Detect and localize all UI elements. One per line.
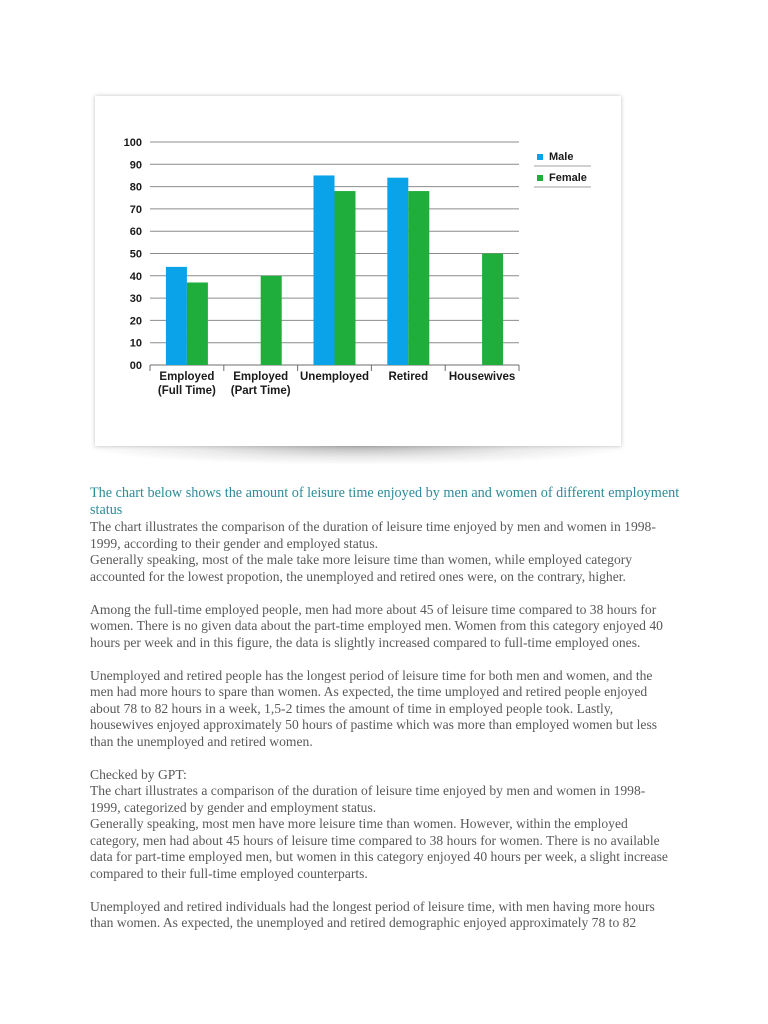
legend-swatch-female <box>537 175 543 181</box>
legend-label: Female <box>549 172 587 184</box>
bar-male <box>387 178 408 365</box>
article-heading: The chart below shows the amount of leisure time enjoyed by men and women of different employment status <box>90 485 680 518</box>
legend-swatch-male <box>537 154 543 160</box>
x-tick-label: Employed <box>159 371 215 383</box>
article-paragraph-1: The chart illustrates the comparison of the duration of leisure time enjoyed by men and women in 1998- 1999, according to their gender and employed status. Generally speaking, most of the male take more leisure time than women, while employed category accounted for the lowest propotion, the unemployed and retired ones were, on the contrary, higher. <box>90 519 656 584</box>
x-tick-label: (Full Time) <box>157 385 216 397</box>
chart-shadow <box>92 446 624 464</box>
legend-label: Male <box>549 151 574 163</box>
x-tick-label: Employed <box>233 371 289 383</box>
y-tick-label: 80 <box>129 181 142 194</box>
article-paragraph-3: Unemployed and retired people has the longest period of leisure time for both men and women, and the men had more hours to spare than women. As expected, the time umployed and retired people enjoyed about 78 to 82 hours in a week, 1,5-2 times the amount of time in employed people took. Lastly, housewives enjoyed approximately 50 hours of pastime which was more than employed women but less than the unemployed and retired women. <box>90 667 658 749</box>
bar-female <box>187 282 208 365</box>
x-tick-label: Housewives <box>448 371 516 383</box>
y-tick-label: 60 <box>129 226 142 239</box>
bar-female <box>335 191 356 365</box>
article-paragraph-4: Checked by GPT: The chart illustrates a comparison of the duration of leisure time enjoyed by men and women in 1998- 1999, categorized by gender and employment status. Generally speaking, most men have more leisure time than women. However, within the employed category, men had about 45 hours of leisure time compared to 38 hours for women. There is no available data for part-time employed men, but women in this category enjoyed 40 hours per week, a slight increase compared to their full-time employed counterparts. <box>90 766 668 881</box>
y-tick-label: 00 <box>129 360 142 372</box>
bar-female <box>261 276 282 365</box>
bar-male <box>166 267 187 365</box>
bar-chart <box>95 96 621 446</box>
y-tick-label: 20 <box>129 315 142 328</box>
y-tick-label: 90 <box>129 159 142 172</box>
y-tick-label: 40 <box>129 270 142 283</box>
y-tick-label: 70 <box>129 203 142 216</box>
x-tick-label: (Part Time) <box>230 385 291 397</box>
bar-female <box>482 254 503 366</box>
bar-male <box>314 175 335 365</box>
x-tick-label: Retired <box>388 371 429 383</box>
x-tick-label: Unemployed <box>299 371 370 383</box>
y-tick-label: 10 <box>129 337 142 350</box>
y-tick-label: 50 <box>129 248 142 261</box>
bar-female <box>408 191 429 365</box>
article-paragraph-5: Unemployed and retired individuals had the longest period of leisure time, with men having more hours than women. As expected, the unemployed and retired demographic enjoyed approximately 78 to 82 <box>90 898 655 930</box>
article <box>90 485 690 932</box>
article-paragraph-2: Among the full-time employed people, men had more about 45 of leisure time compared to 38 hours for women. There is no given data about the part-time employed men. Women from this category enjoyed 40 hours per week and in this figure, the data is slightly increased compared to full-time employed ones. <box>90 601 663 650</box>
y-tick-label: 30 <box>129 293 142 306</box>
chart-card <box>95 96 621 446</box>
y-tick-label: 100 <box>123 137 142 149</box>
